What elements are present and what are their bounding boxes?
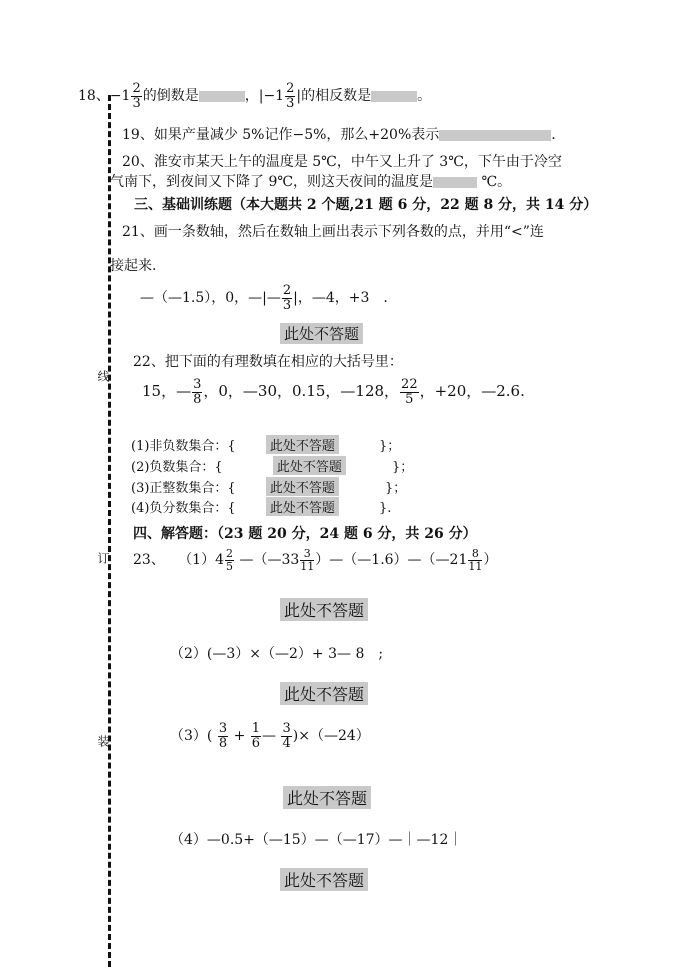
question-21-line-2: 接起来. xyxy=(110,258,157,274)
q18-text-3: |的相反数是 xyxy=(296,88,372,105)
q23-3-no-answer-box: 此处不答题 xyxy=(283,786,371,809)
q18-answer-blank-2[interactable] xyxy=(371,91,417,102)
question-21-numbers: —（—1.5），0，—|— $\frac{2}{3}$ |，—4，+3 . xyxy=(140,283,388,313)
question-18: 18、−1 $\frac{2}{3}$ 的倒数是 ，|−1 $\frac{2}{3}$ |的相反数是 。 xyxy=(78,81,432,111)
q18-text-2: ，|−1 xyxy=(244,88,285,105)
margin-char-xian: 线 xyxy=(96,370,110,382)
q19-answer-blank[interactable] xyxy=(439,130,551,141)
q21-fraction: $\frac{2}{3}$ xyxy=(282,283,292,313)
set-2-no-answer: 此处不答题 xyxy=(273,456,346,475)
question-23-part-2: （2）(—3）×（—2）+ 3— 8 ; xyxy=(170,646,384,662)
q23-4-no-answer-box: 此处不答题 xyxy=(280,868,368,891)
set-row-2: (2)负数集合：{ 此处不答题 }； xyxy=(131,456,413,475)
margin-char-ding: 订 xyxy=(96,552,110,564)
question-20-line-1: 20、淮安市某天上午的温度是 5℃，中午又上升了 3℃，下午由于冷空 xyxy=(122,154,562,170)
set-row-3: (3)正整数集合：{ 此处不答题 }； xyxy=(131,477,406,496)
question-21-line-1: 21、画一条数轴，然后在数轴上画出表示下列各数的点，并用“<”连 xyxy=(122,224,544,240)
q18-fraction-2: $\frac{2}{3}$ xyxy=(286,81,295,111)
q18-answer-blank-1[interactable] xyxy=(199,91,245,102)
q23-1-no-answer-box: 此处不答题 xyxy=(280,598,368,621)
binding-dashed-line xyxy=(108,95,111,967)
question-22-title: 22、把下面的有理数填在相应的大括号里： xyxy=(133,354,403,370)
question-23-part-1: 23、 （1）4 $\frac{2}{5}$ —（—33 $\frac{3}{11}$ ）—（—1.6）—（—21 $\frac{8}{11}$ ） xyxy=(133,547,498,573)
section-4-heading: 四、解答题：（23 题 20 分，24 题 6 分，共 26 分） xyxy=(133,526,477,542)
question-22-numbers: 15，— $\frac{3}{8}$ ，0，—30，0.15，—128， $\frac{22}{5}$ ，+20，—2.6. xyxy=(142,377,525,407)
q20-answer-blank[interactable] xyxy=(433,177,477,188)
question-23-part-3: （3）( $\frac{3}{8}$ + $\frac{1}{6}$ — $\frac{3}{4}$ )×（—24） xyxy=(170,721,370,751)
q23-2-no-answer-box: 此处不答题 xyxy=(280,682,368,705)
q18-text-1: 的倒数是 xyxy=(142,88,199,105)
set-3-no-answer: 此处不答题 xyxy=(266,477,339,496)
q22-fraction-2: $\frac{22}{5}$ xyxy=(401,377,418,407)
section-3-heading: 三、基础训练题（本大题共 2 个题,21 题 6 分，22 题 8 分，共 14 分） xyxy=(134,197,598,213)
set-4-no-answer: 此处不答题 xyxy=(266,497,339,516)
q21-no-answer-box: 此处不答题 xyxy=(280,323,363,344)
question-19: 19、如果产量减少 5%记作−5%，那么+20%表示 . xyxy=(122,127,556,143)
question-20-line-2: 气南下，到夜间又下降了 9℃，则这天夜间的温度是 ℃。 xyxy=(110,174,512,190)
q23-label: 23、 xyxy=(133,552,165,569)
q18-fraction-1: $\frac{2}{3}$ xyxy=(132,81,141,111)
q22-fraction-1: $\frac{3}{8}$ xyxy=(193,377,202,407)
question-23-part-4: （4）—0.5+（—15）—（—17）—｜—12｜ xyxy=(170,832,463,848)
margin-char-zhuang: 装 xyxy=(96,735,110,747)
set-row-1: (1)非负数集合：{ 此处不答题 }； xyxy=(131,435,400,454)
set-row-4: (4)负分数集合：{ 此处不答题 }. xyxy=(131,497,391,516)
set-1-no-answer: 此处不答题 xyxy=(266,435,339,454)
q18-prefix: 18、−1 xyxy=(78,88,131,105)
